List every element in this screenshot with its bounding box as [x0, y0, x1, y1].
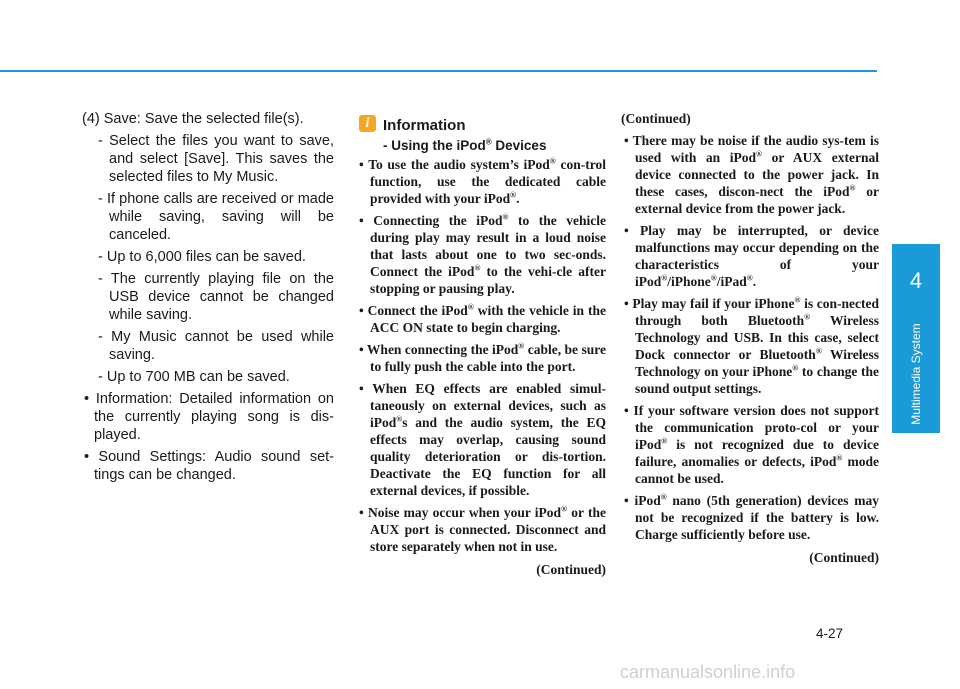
- info-bullet: • iPod® nano (5th generation) devices may not be recognized if the battery is low. Charge sufficiently before use.: [624, 492, 880, 542]
- col1-bullet: • Information: Detailed information on the currently playing song is dis-played.: [84, 391, 334, 443]
- section-tab: [892, 244, 940, 315]
- section-label: Multimedia System: [909, 323, 923, 425]
- info-bullet: • Connecting the iPod® to the vehicle during play may result in a loud noise that lasts about one to two sec-onds. Connect the iPod® to the vehi-cle after stopping or pausing play.: [359, 212, 606, 296]
- column-2: [356, 110, 606, 578]
- save-heading: (4) Save: Save the selected file(s).: [82, 111, 304, 127]
- info-bullet: • When EQ effects are enabled simul-taneously on external devices, such as iPod®s and the audio system, the EQ effects may overlap, causing sound quality deterioration or dis-tortion. Deactivate the EQ function for all external devices, if possible.: [359, 381, 606, 498]
- info-header: [356, 110, 606, 153]
- header-rule: [0, 70, 877, 72]
- info-bullet: • Connect the iPod® with the vehicle in the ACC ON state to begin charging.: [359, 302, 606, 335]
- info-bullet: • When connecting the iPod® cable, be sure to fully push the cable into the port.: [359, 341, 606, 374]
- info-bullet: • Play may be interrupted, or device malfunctions may occur depending on the characteristics of your iPod®/iPhone®/iPad®.: [624, 223, 879, 289]
- continued-label: (Continued): [536, 562, 606, 577]
- save-subitem: - Up to 6,000 files can be saved.: [98, 249, 306, 265]
- info-bullet: • If your software version does not support the communication proto-col or your iPod® is not recognized due to device failure, anomalies or defects, iPod® mode cannot be used.: [624, 403, 879, 486]
- section-number: 4: [909, 268, 923, 293]
- info-bullet: • Play may fail if your iPhone® is con-nected through both Bluetooth® Wireless Technology and USB. In this case, select Dock connector or Bluetooth® Wireless Technology on your iPhone® to change the sound output settings.: [624, 295, 879, 396]
- save-subitem: - If phone calls are received or made while saving, saving will be canceled.: [98, 191, 334, 243]
- info-title: Information: [383, 117, 466, 134]
- save-subitem: - The currently playing file on the USB device cannot be changed while saving.: [98, 271, 334, 323]
- continued-top-label: (Continued): [621, 111, 691, 126]
- info-bullet: • There may be noise if the audio sys-tem is used with an iPod® or AUX external device connected to the power jack. In these cases, discon-nect the iPod® or external device from the power jack.: [624, 133, 879, 216]
- continued-label: (Continued): [809, 550, 879, 565]
- info-subtitle: - Using the iPod® Devices: [383, 137, 547, 153]
- save-subitem: - My Music cannot be used while saving.: [98, 329, 334, 363]
- save-subitem: - Up to 700 MB can be saved.: [98, 369, 290, 385]
- save-subitem: - Select the files you want to save, and select [Save]. This saves the selected files to My Music.: [98, 133, 334, 185]
- col1-bullet: • Sound Settings: Audio sound set-tings can be changed.: [84, 449, 334, 483]
- column-1: [82, 110, 334, 488]
- info-bullet: • Noise may occur when your iPod® or the AUX port is connected. Disconnect and store separately when not in use.: [359, 504, 606, 554]
- info-icon: i: [359, 115, 376, 132]
- footer-watermark: carmanualsonline.info: [620, 662, 796, 682]
- page-number: 4-27: [816, 626, 844, 641]
- info-bullet: • To use the audio system’s iPod® con-trol function, use the dedicated cable provided with your iPod®.: [359, 156, 606, 206]
- column-3: [621, 110, 879, 566]
- section-label-tab: [892, 315, 940, 433]
